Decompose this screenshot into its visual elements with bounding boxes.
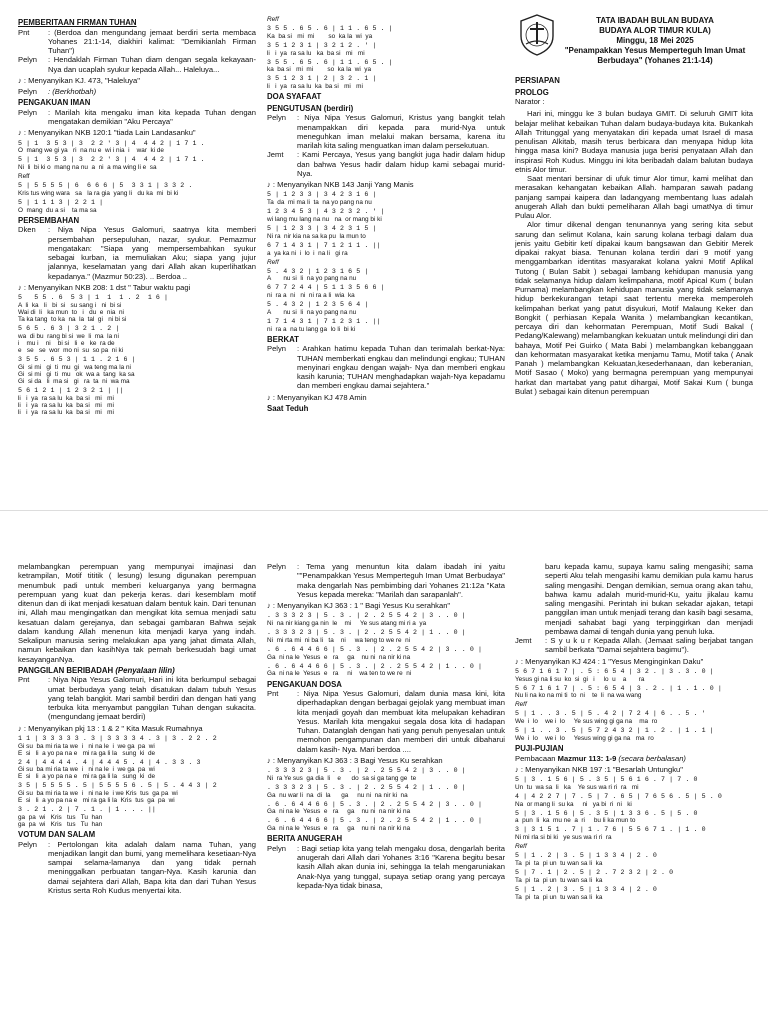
page1-col1 [18, 16, 256, 510]
notation-line: . 3 3 3 2 3 | 5 . 3 . | 2 . 2 5 5 4 2 | 3 . . 0 | [267, 612, 466, 620]
role-text: : Niya Nipa Yesus Galomuri, dalam dunia masa kini, kita diperhadapkan dengan berbagai gejolak yang membuat iman kita menjadi goyah dan membuat kita melupakan kehadiran Yesus. Marilah kita mengakui segala dosa kita di hadapan Tuhan. Datanglah dengan hati yang penuh penyesalan untuk memohon pengampunan dan memberi diri untuk dibaharui dalam kasih- Nya. Mari berdoa .... [297, 689, 505, 754]
lyric-line: Ta da mi ma li ta na yo pang na nu [267, 199, 372, 207]
pelyn-line [267, 562, 505, 599]
lyric-line: Gi su ba mi ria ta we i ni na le i we ga pa wi E si li a yo pa na e mi ra ga li la sung ki de [18, 742, 156, 757]
role-label: Pelyn [18, 55, 37, 65]
notation-line: 5 6 5 . 6 3 | 3 2 1 . 2 | [18, 324, 120, 332]
role-text: : S y u k u r Kepada Allah. (Jemaat saling berjabat tangan sambil berkata "Damai sejahtera bagimu"). [545, 636, 753, 655]
lyric-line: Ni ra Ye sus ga dia li e do sa si ga tang ge te [267, 774, 417, 782]
dken-line [18, 225, 256, 281]
prolog-paragraph: Hari ini, minggu ke 3 bulan budaya GMIT. Di seluruh GMIT kita belajar melihat kebaikan Tuhan dalam budaya-budaya kita. Bukankah Allah Tritunggal yang menyatakan diri kepada umat Israel di masa penulisan Alkitab, masih terus berbicara dan menyapa hidup kita hingga masa kini? Budaya manusia juga berisi penyataan Allah dan inspirasi Roh Kudus. Minggu ini kita beribadah dalam balutan budaya etnis Alor timur. [515, 109, 753, 174]
notation-line: . 3 3 3 2 3 | 5 . 3 . | 2 . 2 5 5 4 2 | 1 . . 0 | [267, 783, 466, 791]
pelyn-line [18, 55, 256, 74]
lyric-line: a pun li ka mu ne a ri bu li ka mun to [515, 817, 636, 825]
lyric-line: Gi su ba mi ria ta we i ni na le i we ga pa wi E si li a yo pa na e mi ra ga li la sung ki de [18, 766, 156, 781]
pnt-line [18, 28, 256, 56]
pelyn-line [267, 113, 505, 150]
lyric-line: A nu si li na yo pang na nu [267, 308, 357, 316]
notation-line: 3 | 3 1 5 1 . 7 | 1 . 7 6 | 5 5 6 7 1 . | 1 . 0 [515, 826, 706, 834]
notation-line: 5 | 7 . 1 | 2 . 5 | 2 . 7 2 3 2 | 2 . 0 [515, 869, 674, 877]
heading-berita-anugerah: BERITA ANUGERAH [267, 834, 343, 844]
notation-line: 5 | 1 1 1 3 | 2 2 1 | [18, 198, 104, 206]
song-instruction: ♪ : Menyanyikan NKB 143 Janji Yang Manis [267, 180, 414, 190]
continued-paragraph: baru kepada kamu, supaya kamu saling mengasihi; sama seperti Aku telah mengasihi kamu demikian pula kamu harus saling mengasihi. Dengan demikian, semua orang akan tahu, bahwa kamu adalah murid-murid-Ku, yaitu jikalau kamu saling mengasihi. Perintah ini bukan sekadar ajakan, tetapi panggilan iman untuk menjadi terang dan kasih bagi sesama, menjadi sahabat bagi yang terpinggirkan dan menjadi pembawa damai di tengah dunia yang penuh luka. [545, 562, 753, 636]
lyric-line: Ni na nir kiang ga nin le mi Ye sus atang mi ri a ya [267, 620, 427, 628]
notation-line: . 6 . 6 4 4 6 6 | 5 . 3 . | 2 . 2 5 5 4 2 | 3 . . 0 | [267, 800, 483, 808]
notation-line: 5 | 1 2 3 3 | 3 4 2 3 1 6 | [267, 191, 377, 199]
role-text: : Hendaklah Firman Tuhan diam dengan segala kekayaan-Nya dan ucaplah syukur kepada Allah... Haleluya... [48, 55, 256, 74]
reading-note: (secara berbalasan) [616, 753, 686, 763]
notation-line: 3 5 5 . 6 5 . 6 | 1 1 . 6 5 . | [267, 25, 393, 33]
notation-line: 5 | 1 . 2 | 3 . 5 | 1 3 3 4 | 2 . 0 [515, 852, 657, 860]
notation-line: 3 5 1 2 3 1 | 2 | 3 2 . 1 | [267, 75, 377, 83]
heading-pengutusan: PENGUTUSAN (berdiri) [267, 103, 354, 113]
song-instruction: ♪ : Menyanyikan NKB 120:1 "tiada Lain Landasanku" [18, 128, 196, 138]
notation-line: 1 7 1 4 3 1 | 7 1 2 3 1 . || [267, 318, 381, 326]
reading-prefix: Pembacaan [515, 753, 558, 763]
reff-label: Reff [267, 258, 279, 266]
page1-col2 [267, 16, 505, 510]
role-label: Pelyn [18, 839, 37, 849]
role-text: : Niya Nipa Yesus Galomuri, Kristus yang bangkit telah menampakkan diri kepada para murid-Nya untuk meneguhkan iman melalui makan bersama, karena itu marilah kita saling menguatkan iman dalam persekutuan. [297, 113, 505, 151]
lyric-line: ga pa wi Kris tus Tu han ga pa wi Kris tus Tu han [18, 814, 103, 829]
notation-line: 5 | 3 . 1 5 6 | 5 . 3 5 | 5 6 1 6 . 7 | 7 . 0 [515, 776, 698, 784]
page-divider [0, 510, 768, 511]
role-label: Pelyn [267, 843, 286, 853]
role-label: Jemt [515, 636, 532, 645]
heading-pengakuan-iman: PENGAKUAN IMAN [18, 98, 91, 108]
lyric-line: Ta pi ta pi un tu wan sa li ka [515, 860, 603, 868]
lyric-line: A nu si li na yo pang na nu [267, 275, 357, 283]
lyric-line: Ga ni na le Yesus e ra ga nu ni na nir ki na [267, 808, 411, 816]
lyric-line: We i lo we i lo Ye sus wing gi ga na ma ro [515, 718, 658, 726]
role-label: Pnt [267, 689, 279, 698]
notation-line: 5 | 3 . 1 5 6 | 5 . 3 5 | 1 3 3 6 . 5 | 5 . 0 [515, 809, 698, 817]
narator-label: Narator : [515, 97, 545, 106]
notation-line: . 6 . 6 4 4 6 6 | 5 . 3 . | 2 . 2 5 5 4 2 | 1 . . 0 | [267, 662, 483, 670]
song-instruction: ♪ : Menyanyikan pkj 13 : 1 & 2 " Kita Masuk Rumahnya [18, 723, 203, 733]
lyric-line: Ta pi ta pi un tu wan sa li ka [515, 893, 603, 901]
title-theme: "Penampakkan Yesus Memperteguh Iman Umat Berbudaya" (Yohanes 21:1-14) [564, 46, 746, 65]
heading-pemberitaan: PEMBERITAAN FIRMAN TUHAN [18, 18, 137, 27]
lyric-line: Ni mi rla si bi ki ye sus wa ri ri ra [515, 834, 612, 842]
heading-doa-syafaat: DOA SYAFAAT [267, 92, 322, 102]
lyric-line: li i ya ra sa lu ka ba si mi mi [267, 83, 363, 91]
notation-line: 5 6 7 1 6 1 7 | . 5 : 6 5 4 | 3 . 2 . | 1 . 1 . 0 | [515, 684, 722, 692]
lyric-line: Ga ni na le Yesus e ra ga nu ni na nir ki na [267, 825, 411, 833]
notation-line: 3 5 1 2 3 1 | 3 2 1 2 . ' | [267, 41, 377, 49]
lyric-line: Ga ni na le Yesus e ra ga nu ni na nir ki na [267, 653, 411, 661]
lyric-line: Na or mang li su ka ni ya bi ri ni ki [515, 800, 632, 808]
song-instruction: ♪ : Menyanyikan NKB 197 :1 "Besarlah Untungku" [515, 764, 683, 774]
lyric-line: Ni mi rta mi ni ba li ta ni wa teng to we re ni [267, 636, 411, 644]
lyric-line: We i lo we i lo Yesus wing gi ga na ma ro [515, 735, 654, 742]
song-instruction: ♪ : Menyanyikan KJ 363 : 1 " Bagi Yesus Ku serahkan" [267, 601, 451, 610]
page2-col3 [515, 562, 753, 1020]
lyric-line: li i ya ra sa lu ka ba si mi mi [267, 49, 365, 57]
prolog-paragraph: melambangkan perempuan yang mempunyai imajinasi dan ketrampilan, Motif tititik ( lesung) lesung digunakan perempuan menumbuk padi untuk memberi keluarganya yang bermagna perempuan yang kuat dan pekerja keras. dari kesemblam motif ditenun dan di ikat menjadi kesatuan dalam bentuk kain. Dari tenunan ini, Allah mau mengingatkan dan mengikat kita semua menjadi satu kesatuan dalam gerejanya, dan sebagai gambaran Bahwa sejak dalam kandung Allah menenun kita menjadi karya yang indah. Sekalipun manusia sering melakukan apa yang jahat dimata Allah, namun kebaikan dan kasihNya tak pernah berkesudah bagi umat kesayanganNya. [18, 562, 256, 664]
role-label: Pnt [18, 675, 30, 685]
lyric-line: li i ya ra sa lu ka ba si mi mi li i ya ra sa lu ka ba si mi mi li i ya ra sa lu ka ba si mi mi [18, 394, 114, 416]
song-instruction: ♪ : Menyanyikan KJ 363 : 3 Bagi Yesus Ku serahkan [267, 755, 443, 765]
heading-votum: VOTUM DAN SALAM [18, 830, 96, 840]
jemt-line [515, 636, 753, 655]
prolog-paragraph: Saat mentari bersinar di ufuk timur Alor timur, kami melihat dan merasakan kehangatan kebaikan Allah. hamparan sawah padang panjang sampai kaipera dan ladangyang membentang luas adalah anugerah Allah dan bukti pemeliharan Allah bagi umatNya di timur Pulau Alor. [515, 174, 753, 220]
page1-col3 [515, 16, 753, 510]
heading-prolog: PROLOG [515, 87, 549, 97]
notation-line: 3 5 5 . 6 5 . 6 | 1 1 . 6 5 . | [267, 58, 393, 66]
pelyn-line [18, 840, 256, 896]
heading-text: PANGGILAN BERIBADAH [18, 665, 114, 675]
lyric-line: O mang we gi ya ri na nu e wi i nia i war ki de [18, 147, 164, 155]
notation-line: 1 2 3 4 5 3 | 4 3 2 3 2 . ' | [267, 208, 385, 216]
page2-col2 [267, 562, 505, 1020]
notation-line: 5 | 1 . . 3 . 5 | 5 7 2 4 3 2 | 1 . 2 . | 1 . 1 | [515, 727, 714, 735]
title-line: TATA IBADAH BULAN BUDAYA [596, 16, 714, 25]
reff-label: Reff [267, 16, 279, 23]
notation-line: 5 . 4 3 2 | 1 2 3 5 6 4 | [267, 301, 369, 309]
page2-col1 [18, 562, 256, 1020]
notation-line: 4 | 4 2 2 7 | 7 . 5 | 7 . 6 5 | 7 6 5 6 . 5 | 5 . 0 [515, 792, 722, 800]
lyric-line: wa di bu rang bi si we li ma la ni i mu i ni bi si li e ke ra de e se se wor mo ni su so pa ni ki [18, 332, 124, 354]
notation-line: 5 | 1 3 5 3 | 3 2 2 ' 3 | 4 4 4 2 | 1 7 1 . [18, 139, 205, 147]
lyric-line: A li ka li bi si su sang i ni bi si Wai di li ka mun to i du e nia ni Ta ka tang to ka na la tal gi ni bi si [18, 301, 127, 323]
heading-pengakuan-dosa: PENGAKUAN DOSA [267, 679, 342, 689]
notation-line: 3 . 2 1 . 2 | 7 . 1 . | 1 . . . || [18, 806, 156, 814]
lyric-line: ni ra a ni ni ni ra a li wia ka [267, 292, 355, 300]
song-instruction: ♪ : Menyanyikan KJ 478 Amin [267, 392, 367, 402]
pelyn-line [18, 87, 256, 96]
lyric-line: ni ra a na tu lang ga lo li bi ki [267, 325, 356, 333]
heading-puji-pujian: PUJI-PUJIAN [515, 744, 564, 754]
lyric-line: Gi si mi gi ti mu gi wa teng ma la ni Gi si mi gi ti mu ok wa a tang ka sa Gi si da li ma si gi ra ta ni wa ma [18, 363, 135, 385]
heading-note: (Penyalaan lilin) [115, 665, 175, 675]
role-text: : (Berdoa dan mengundang jemaat berdiri serta membaca Yohanes 21:1-14, diakhiri kalimat: "Demikianlah Firman Tuhan") [48, 27, 256, 55]
title-line: Minggu, 18 Mei 2025 [616, 36, 694, 45]
pelyn-line [267, 344, 505, 390]
notation-line: 5 6 7 1 6 1 7 | . 5 : 6 5 4 | 3 2 . | 3 . 3 . 0 | [515, 667, 714, 675]
notation-line: 5 | 5 5 5 5 | 6 6 6 6 | 5 3 3 1 | 3 3 2 . [18, 182, 193, 190]
notation-line: 5 | 1 . . 3 . 5 | 5 . 4 2 | 7 2 4 | 6 . . 5 . ' [515, 710, 706, 718]
lyric-line: a ya ka ni i lo i na li gi ra [267, 249, 348, 257]
lyric-line: Ta pi ta pi un tu wan sa li ka [515, 876, 603, 884]
heading-persiapan: PERSIAPAN [515, 76, 560, 85]
notation-line: 5 6 1 2 1 | 1 2 3 2 1 | || [18, 386, 124, 394]
pelyn-line [267, 844, 505, 890]
lyric-line: Nu li na ko na mi ti to ni te li na wa wang [515, 692, 642, 700]
notation-line: 5 5 5 . 6 5 3 | 1 1 1 . 2 1 6 | [18, 294, 169, 302]
jemt-line [267, 150, 505, 178]
notation-line: 2 4 | 4 4 4 4 . 4 | 4 4 4 5 . 4 | 4 . 3 3 . 3 [18, 758, 201, 766]
lyric-line: Gi su ba mi ria ta we i ni na le i we Kris tus ga pa wi E si li a yo pa na e mi ra ga li la Kris tus ga pa wi [18, 790, 178, 805]
lyric-line: Ni ra nir kia na sa ka pu la mun to [267, 232, 366, 240]
notation-line: . 6 . 6 4 4 6 6 | 5 . 3 . | 2 . 2 5 5 4 2 | 3 . . 0 | [267, 645, 483, 653]
role-label: Jemt [267, 150, 284, 160]
role-text: : Niya Nipa Yesus Galomuri, Hari ini kita berkumpul sebagai umat berbudaya yang telah disatukan dalam tubuh Yesus yang telah bangkit. Mari sambil berdiri dan dengan hati yang terbuka kita menyambut panggilan Tuhan dengan sukacita. (mengundang jemaat berdiri) [48, 675, 256, 722]
role-label: Pelyn [267, 344, 286, 354]
lyric-line: Ga ni na le Yesus e ra ni wa ten to we re ni [267, 670, 412, 678]
role-text: : (Berkhotbah) [48, 87, 97, 96]
role-label: Pelyn [18, 87, 37, 96]
reff-label: Reff [515, 701, 527, 709]
song-instruction: ♪ : Menyanyikan KJ. 473, "Haleluya" [18, 75, 140, 85]
lyric-line: ka ba si mi mi so ka la wi ya [267, 66, 372, 74]
notation-line: 5 | 1 2 3 3 | 3 4 2 3 1 5 | [267, 224, 377, 232]
notation-line: 5 | 1 . 2 | 3 . 5 | 1 3 3 4 | 2 . 0 [515, 885, 657, 893]
role-label: Pelyn [267, 113, 286, 123]
role-text: : Tema yang menuntun kita dalam ibadah ini yaitu ""Penampakkan Yesus Memperteguh Iman Umat Berbudaya" maka dengarlah Nas pembimbing dari Yohanes 21:12a "Kata Yesus kepada mereka: "Marilah dan sarapanlah". [297, 562, 505, 599]
pnt-line [267, 689, 505, 754]
role-text: : Marilah kita mengaku iman kita kepada Tuhan dengan mengatakan demikian "Aku Percaya" [48, 107, 256, 126]
notation-line: 5 | 1 3 5 3 | 3 2 2 ' 3 | 4 4 4 2 | 1 7 1 . [18, 156, 205, 164]
notation-line: 6 7 1 4 3 1 | 7 1 2 1 1 . || [267, 241, 381, 249]
heading-saat-teduh: Saat Teduh [267, 403, 309, 413]
reff-label: Reff [515, 843, 527, 851]
heading-persembahan: PERSEMBAHAN [18, 215, 80, 225]
notation-line: . 3 3 3 2 3 | 5 . 3 . | 2 . 2 5 5 4 2 | 1 . . 0 | [267, 629, 466, 637]
heading-berkat: BERKAT [267, 334, 299, 344]
reading-reference: Mazmur 113: 1-9 [557, 753, 617, 763]
notation-line: 1 1 | 3 3 3 3 3 . 3 | 3 3 3 3 4 . 3 | 3 . 2 2 . 2 [18, 734, 217, 742]
role-label: Pnt [18, 27, 30, 37]
pelyn-line [18, 108, 256, 127]
lyric-line: Ga nu war li na di la ga nu ni na nir ki na [267, 791, 408, 799]
title-block [557, 16, 753, 66]
notation-line: . 6 . 6 4 4 6 6 | 5 . 3 . | 2 . 2 5 5 4 2 | 1 . . 0 | [267, 817, 483, 825]
role-text: : Niya Nipa Yesus Galomuri, saatnya kita memberi persembahan persepuluhan, nazar, syukur. Pemazmur mengatakan: "Siapa yang mempersembahkan syukur sebagai kurban, ia memuliakan Aku; siapa yang jujur jalannya, keselamatan yang dari Allah akan kuperlihatkan kepadanya." (Mazmur 50:23). .. Berdoa .. [48, 225, 256, 281]
notation-line: 6 7 7 2 4 4 | 5 1 1 3 5 6 6 | [267, 284, 385, 292]
reading-instruction [515, 754, 753, 763]
role-text: : Bagi setiap kita yang telah mengaku dosa, dengarlah berita anugerah dari Allah dari Yohanes 3:16 "Karena begitu besar kasih Allah akan dunia ini, sehingga Ia telah mengaruniakan Anak-Nya yang tunggal, supaya setiap orang yang percaya kepada-Nya tidak binasa, [297, 843, 505, 890]
role-text: : Pertolongan kita adalah dalam nama Tuhan, yang menjadikan langit dan bumi, yang memelihara kesetiaan-Nya sampai selama-lamanya dan yang tidak pernah meninggalkan perbuatan tangan-Nya. Kasih karunia dan damai sejahtera dari Allah, Bapa kita dan dari Tuhan Yesus Kristus serta Roh Kudus menyertai kita. [48, 839, 256, 895]
heading-panggilan-beribadah [18, 666, 256, 676]
role-text: : Kami Percaya, Yesus yang bangkit juga hadir dalam hidup dan bahwa Yesus hadir dalam hidup kami sebagai murid-Nya. [297, 150, 505, 178]
lyric-line: Ni li bi ki o mang na nu a ni a ma wing li e sa [18, 164, 157, 172]
lyric-line: Ka ba si mi mi so ka la wi ya [267, 32, 373, 40]
role-label: Pelyn [18, 107, 37, 117]
lyric-line: Yesus gi na li su ko si gi i lo u a ra [515, 675, 645, 683]
notation-line: . 3 3 3 2 3 | 5 . 3 . | 2 . 2 5 5 4 2 | 3 . . 0 | [267, 767, 466, 774]
song-instruction: ♪ : Menyanyikan KJ 424 : 1 "Yesus Menginginkan Daku" [515, 656, 704, 666]
notation-line: 5 . 4 3 2 | 1 2 3 1 6 5 | [267, 267, 369, 275]
notation-line: 3 5 5 . 6 5 3 | 1 1 . 2 1 6 | [18, 355, 136, 363]
notation-line: 3 5 | 5 5 5 5 . 5 | 5 5 5 5 6 . 5 | 5 . 4 4 3 | 2 [18, 782, 217, 790]
reff-label: Reff [18, 173, 30, 181]
role-label: Pelyn [267, 562, 286, 571]
title-line: BUDAYA ALOR TIMUR KULA) [599, 26, 711, 35]
lyric-line: Kris tus wing wara sa la ra gia yang li du ka mi bi ki [18, 189, 179, 197]
lyric-line: wi lang mu lang na nu na or mang bi ki [267, 215, 382, 223]
lyric-line: Un tu wa sa li ka Ye sus wa ri ri ra mi [515, 783, 639, 791]
prolog-paragraph: Alor timur dikenal dengan tenunannya yang sering kita sebut sarung dan selimut Kolana, kain sarung kolana terbagi dalam dua jenis yaitu Gebitir ketí dipakai kaum bangsawan dan Gebitir Merek dipakai rakyat biasa. Tenunan kolana terdiri dari 9 motif yang menggambarkan identitas masyarakat kolana yakni Motif Aplikal Tutong ( Bulan Sabit ) sebagai lambang kehidupan manusia yang tidak selamanya hidup dalam kelimpahana, motif Apical Kum ( bulan Purnama) melambangkan kehidupan manusia yang tidak selamanya hidup berkekurangan tetapi saat tertentu mereka memperoleh kelimpahan berkat yang patut disyukuri, Motif Malaung Keker dan Bongkit ( perhiasan Kepala Wanita ) melambangkan kecantikan, percaya diri dan kehormatan Perempuan, Motif Sudi Bakal ( Pedang/Kalewang) melambangkan kekuatan untuk melindungi diri dan bahaya, Motif Pei Guirko ( Mata Babi ) melambangkan kebanggaan dan kehormatan masyarakat ketika menjamu Tamu, Motif taka ( Anak Panah ) melambangkan Kekuatan,kesederhanaan, dan keberanian, Motif Sasao ( Moko) yang bermagna perempuan yang mempunyai harkat dan martabat yang patut dihargai, Motif Sakai Kum ( bunga Bulat ) sebagai kain ditenun perempuan [515, 220, 753, 396]
song-instruction: ♪ : Menyanyikan NKB 208: 1 dst " Tabur waktu pagi [18, 282, 191, 292]
role-label: Dken [18, 225, 36, 235]
pnt-line [18, 675, 256, 721]
role-text: : Arahkan hatimu kepada Tuhan dan terimalah berkat-Nya: TUHAN memberkati engkau dan melindungi engkau; TUHAN menyinari engkau dengan wajah- Nya dan memberi engkau kasih karunia; TUHAN menghadapkan wajah-Nya kepadamu dan memberi engkau damai sejahtera." [297, 344, 505, 391]
lyric-line: O mang du a si ta ma sa [18, 206, 97, 214]
